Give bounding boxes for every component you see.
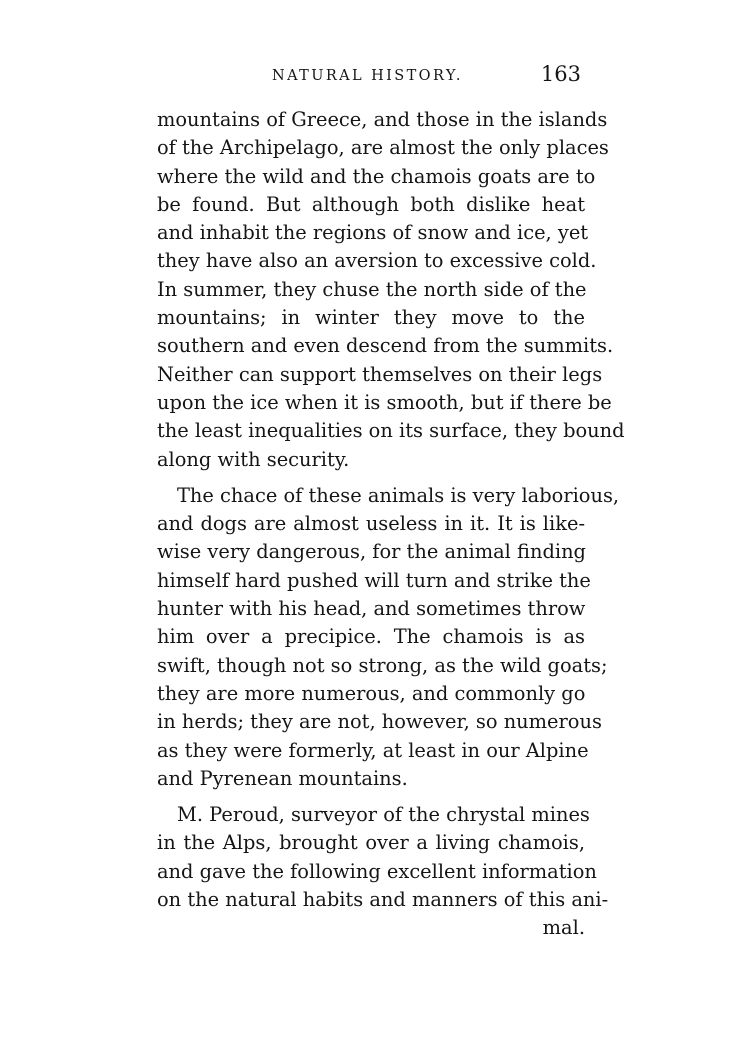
text-line: of the Archipelago, are almost the only places xyxy=(157,136,609,160)
text-line: The chace of these animals is very laborious, xyxy=(177,483,620,507)
text-line: along with security. xyxy=(157,447,350,471)
paragraph-gap xyxy=(157,474,585,482)
text-line: mal. xyxy=(542,916,585,940)
text-line: be found. But although both dislike heat xyxy=(157,192,585,216)
text-line: him over a precipice. The chamois is as xyxy=(157,625,585,649)
text-line: In summer, they chuse the north side of the xyxy=(157,277,587,301)
text-line: and gave the following excellent information xyxy=(157,859,597,883)
text-line: on the natural habits and manners of this ani- xyxy=(157,888,609,912)
text-line: himself hard pushed will turn and strike the xyxy=(157,568,591,592)
text-line: they are more numerous, and commonly go xyxy=(157,681,586,705)
text-line: upon the ice when it is smooth, but if there be xyxy=(157,390,612,414)
running-title: NATURAL HISTORY. xyxy=(272,68,463,84)
text-line: and inhabit the regions of snow and ice, yet xyxy=(157,221,589,245)
text-line: mountains of Greece, and those in the islands xyxy=(157,108,608,131)
text-line: M. Peroud, surveyor of the chrystal mines xyxy=(177,803,590,827)
text-line: wise very dangerous, for the animal finding xyxy=(157,540,586,564)
text-line: in the Alps, brought over a living chamois, xyxy=(157,831,585,855)
text-line: mountains; in winter they move to the xyxy=(157,306,585,330)
text-line: Neither can support themselves on their legs xyxy=(157,362,603,386)
body-text xyxy=(157,106,625,943)
text-line: hunter with his head, and sometimes throw xyxy=(157,597,586,621)
text-line: in herds; they are not, however, so numerous xyxy=(157,710,602,734)
text-line: the least inequalities on its surface, they bound xyxy=(157,419,625,443)
text-line: as they were formerly, at least in our Alpine xyxy=(157,738,589,762)
text-line: they have also an aversion to excessive cold. xyxy=(157,249,597,273)
text-line: southern and even descend from the summits. xyxy=(157,334,614,358)
text-line: where the wild and the chamois goats are to xyxy=(157,164,596,188)
page-number: 163 xyxy=(540,62,581,86)
text-line: swift, though not so strong, as the wild goats; xyxy=(157,653,608,677)
text-line: and dogs are almost useless in it. It is like- xyxy=(157,512,585,536)
text-line: and Pyrenean mountains. xyxy=(157,766,408,790)
running-head xyxy=(160,62,585,92)
paragraph-gap xyxy=(157,793,585,801)
